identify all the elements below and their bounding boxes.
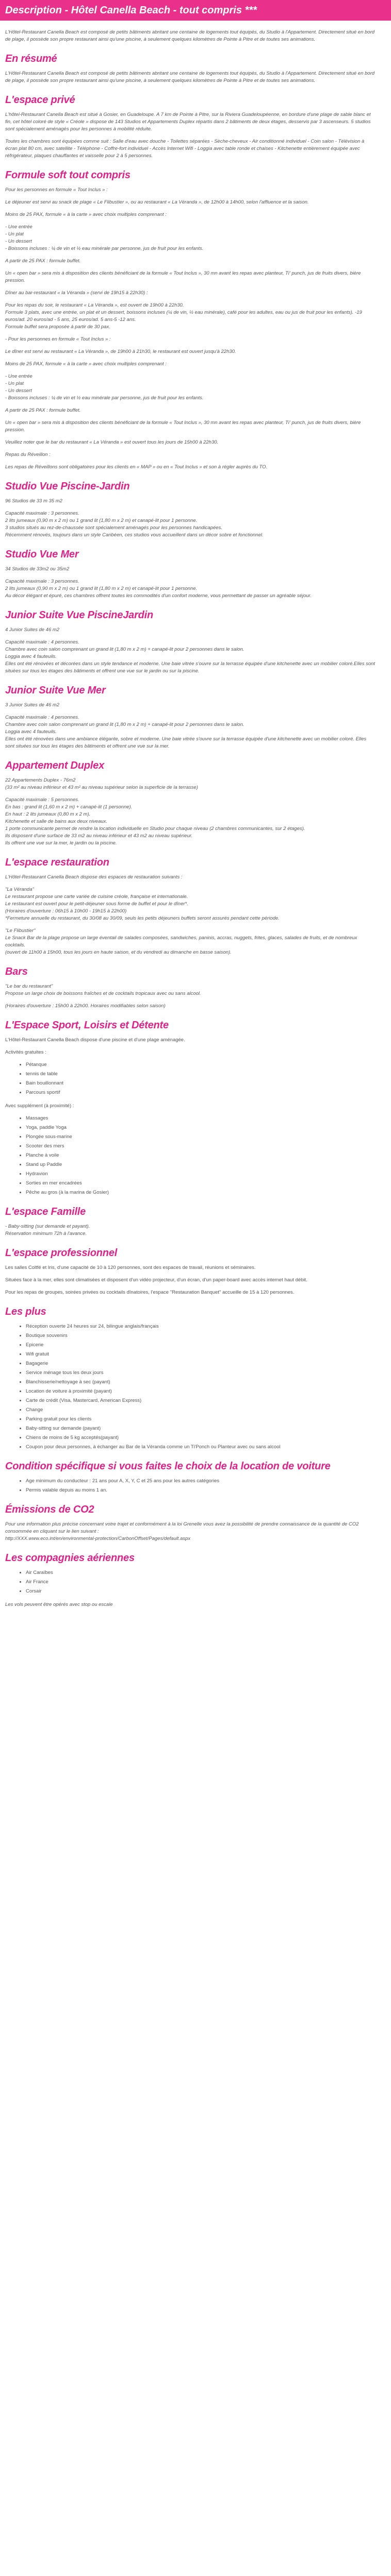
list-item: • Scooter des mers — [26, 1143, 376, 1150]
menu-item: - Un dessert — [5, 239, 32, 244]
room-line: 96 Studios de 33 m 35 m2 — [5, 498, 62, 504]
room-line: 2 lits jumeaux (0,90 m x 2 m) ou 1 grand lit (1,80 m x 2 m) et canapé-lit pour 1 personne. — [5, 586, 198, 591]
menu-item: - Boissons incluses : ¼ de vin et ½ eau minérale par personne, jus de fruit pour les enfants. — [5, 395, 204, 401]
compagnies-list — [5, 1569, 376, 1595]
pro-line: Situées face à la mer, elles sont climatisées et disposent d'un vidéo projecteur, d'un écran, d'un paper-board avec accès internet haut débit. — [5, 1277, 307, 1283]
room-line: 1 porte communicante permet de rendre la location individuelle en Studio pour chaque niveau (2 chambres communicantes, sur 2 étages). — [5, 826, 305, 832]
list-item: • Epicerie — [26, 1342, 376, 1349]
list-item: • Parking gratuit pour les clients — [26, 1416, 376, 1423]
room-line: Elles ont été rénovées dans une ambiance élégante, sobre et moderne. Une baie vitrée s'ouvre sur la terrasse équipée d'une kitchenette avec un mobilier coloré. Elles sont situées sur tous les étages des bâtiments et offrent une vue sur la mer. — [5, 736, 367, 749]
formule-line: A partir de 25 PAX : formule buffet. — [5, 258, 81, 264]
resume-text: L'Hôtel-Restaurant Canella Beach est composé de petits bâtiments abritant une centaine de logements tout équipés, du Studio à l'Appartement. Directement situé en bord de plage, il possède son propre restaurant ainsi qu'une piscine, à seulement quelques kilomètres de Pointe à Pitre et de toutes ses animations. — [5, 71, 375, 83]
room-line: Capacité maximale : 5 personnes. — [5, 797, 79, 803]
room-line: Loggia avec 4 fauteuils. — [5, 654, 57, 659]
formule-line: - Pour les personnes en formule « Tout Inclus » : — [5, 336, 111, 342]
section-heading-plus: Les plus — [5, 1306, 46, 1317]
list-item: • Service ménage tous les deux jours — [26, 1369, 376, 1377]
menu-item: - Boissons incluses : ¼ de vin et ½ eau minérale par personne, jus de fruit pour les enfants. — [5, 246, 204, 251]
plus-list — [5, 1323, 376, 1451]
section-heading-studio-mer: Studio Vue Mer — [5, 549, 79, 560]
formule-line: A partir de 25 PAX : formule buffet. — [5, 408, 81, 413]
restauration-line: Le Snack Bar de la plage propose un large éventail de salades composées, sandwiches, paninis, accras, nuggets, frites, glaces, salades de fruits, et de nombreux cocktails. — [5, 935, 357, 948]
list-item: • Location de voiture à proximité (payant) — [26, 1388, 376, 1395]
list-item: • Permis valable depuis au moins 1 an. — [26, 1487, 376, 1494]
formule-line: Un « open bar » sera mis à disposition des clients bénéficiant de la formule « Tout Inclus », 30 mn avant les repas avec planteur, Ti' punch, jus de fruits divers, bière pression. — [5, 420, 361, 433]
description-content — [0, 29, 381, 1608]
room-line: Capacité maximale : 4 personnes. — [5, 639, 79, 645]
section-heading-bars: Bars — [5, 966, 28, 977]
room-line: Kitchenette et salle de bains aux deux niveaux. — [5, 819, 108, 824]
room-line: Chambre avec coin salon comprenant un grand lit (1,80 m x 2 m) + canapé-lit pour 2 personnes dans le salon. — [5, 647, 245, 652]
list-item: • Bain bouillonnant — [26, 1080, 376, 1087]
list-item: • Pétanque — [26, 1061, 376, 1069]
room-line: 3 studios situés au rez-de-chaussée sont spécialement aménagés pour les personnes handicapées. — [5, 525, 222, 531]
list-item: • Coupon pour deux personnes, à échanger au Bar de la Véranda comme un Ti'Ponch ou Planteur avec ou sans alcool — [26, 1444, 376, 1451]
formule-line: Le déjeuner est servi au snack de plage « Le Flibustier », ou au restaurant « La Véranda », de 12h00 à 14h00, selon l'affluence et la saison. — [5, 199, 309, 205]
formule-line: Formule buffet sera proposée à partir de 30 pax. — [5, 324, 110, 330]
menu-item: - Un plat — [5, 381, 24, 386]
restauration-line: (ouvert de 11h00 à 15h00, tous les jours en haute saison, et du vendredi au dimanche en basse saison). — [5, 950, 232, 955]
formule-line: Les repas de Réveillons sont obligatoires pour les clients en « MAP » ou en « Tout Inclus » et son à régler auprès du TO. — [5, 464, 268, 470]
room-line: Au décor élégant et épuré, ces chambres offrent toutes les commodités d'un confort moderne, vous permettant de passer un agréable séjour. — [5, 593, 312, 599]
list-item: • Plongée sous-marine — [26, 1133, 376, 1141]
list-item: • Baby-sitting sur demande (payant) — [26, 1425, 376, 1432]
section-heading-prive: L'espace privé — [5, 94, 75, 106]
formule-line: Pour les repas du soir, le restaurant « La Véranda », est ouvert de 19h00 à 22h30. — [5, 302, 184, 308]
formule-line: Repas du Réveillon : — [5, 452, 51, 457]
prive-text-2: Toutes les chambres sont équipées comme suit : Salle d'eau avec douche - Toilettes séparées - Sèche-cheveux - Air conditionné individuel - Coin salon - Télévision à écran plat 80 cm, avec satellite - Téléphone - Coffre-fort individuel - Accès Internet Wifi - Loggia avec table ronde et chaises - Kitchenette entièrement équipée avec réfrigérateur, plaques chauffantes et vaisselle pour 2 à 5 personnes. — [5, 139, 365, 159]
section-heading-pro: L'espace professionnel — [5, 1247, 118, 1259]
menu-item: - Une entrée — [5, 374, 32, 379]
restauration-line: Le restaurant propose une carte variée de cuisine créole, française et internationale. — [5, 894, 188, 900]
famille-line: - Baby-sitting (sur demande et payant). — [5, 1224, 90, 1229]
list-item: • Stand up Paddle — [26, 1161, 376, 1168]
list-item: • Air Caraïbes — [26, 1569, 376, 1577]
list-item: • Hydravion — [26, 1171, 376, 1178]
room-line: En haut : 2 lits jumeaux (0,80 m x 2 m). — [5, 811, 91, 817]
co2-link[interactable]: http://XXX.www.eco.int/en/environmental-protection/CarbonOffset/Pages/default.aspx — [5, 1536, 191, 1541]
list-item: • tennis de table — [26, 1071, 376, 1078]
menu-item: - Une entrée — [5, 224, 32, 230]
prive-text-1: L'hôtel-Restaurant Canella Beach est situé à Gosier, en Guadeloupe. A 7 km de Pointe à Pitre, sur la Riviera Guadeloupéenne, en bordure d'une plage de sable blanc et fin, cet hôtel coloré de style « Créole » dispose de 143 Studios et Appartements Duplex répartis dans 2 bâtiments de deux étages, desservis par 3 ascenseurs. 5 studios sont spécialement aménagés pour les personnes à mobilité réduite. — [5, 112, 371, 132]
paid-activities-list — [5, 1115, 376, 1196]
page-title: Description - Hôtel Canella Beach - tout compris *** — [0, 0, 391, 21]
formule-line: Formule 3 plats, avec une entrée, un plat et un dessert, boissons incluses (¼ de vin, ½ eau minérale), café pour les adultes, eau ou jus de fruit pour les enfants). -19 euros/ad. 20 euros/ad - 5 ans, 25 euros/ad. 5 ans-5 -12 ans. — [5, 310, 362, 323]
formule-line: Le dîner est servi au restaurant « La Véranda », de 19h00 à 21h30, le restaurant est ouvert jusqu'à 22h30. — [5, 349, 236, 354]
room-line: Elles ont été rénovées et décorées dans un style tendance et moderne. Une baie vitrée s'ouvre sur la terrasse équipée d'une kitchenette avec un mobilier coloré.Elles sont situées sur tous les étages des bâtiments et offrent une vue sur le jardin ou sur la piscine. — [5, 661, 376, 674]
section-heading-studio-piscine: Studio Vue Piscine-Jardin — [5, 481, 130, 492]
pro-line: Pour les repas de groupes, soirées privées ou cocktails dînatoires, l'espace "Restauration Banquet" accueille de 15 à 120 personnes. — [5, 1290, 295, 1295]
room-line: 22 Appartements Duplex - 76m2 — [5, 777, 76, 783]
formule-line: Pour les personnes en formule « Tout Inclus » : — [5, 187, 108, 193]
list-item: • Bagagerie — [26, 1360, 376, 1367]
list-item: • Yoga, paddle Yoga — [26, 1124, 376, 1131]
famille-line: Réservation minimum 72h à l'avance. — [5, 1231, 87, 1236]
pro-line: Les salles Coltfé et Iris, d'une capacité de 10 à 120 personnes, sont des espaces de travail, réunions et séminaires. — [5, 1265, 256, 1270]
room-line: 4 Junior Suites de 46 m2 — [5, 627, 60, 633]
section-heading-resume: En résumé — [5, 53, 57, 64]
list-item: • Planche à voile — [26, 1152, 376, 1159]
bars-line: "Le bar du restaurant" — [5, 984, 53, 989]
intro-text: L'Hôtel-Restaurant Canella Beach est composé de petits bâtiments abritant une centaine de logements tout équipés, du Studio à l'Appartement. Directement situé en bord de plage, il possède son propre restaurant ainsi qu'une piscine, à seulement quelques kilomètres de Pointe à Pitre et de toutes ses animations. — [5, 29, 375, 42]
list-item: • Pêche au gros (à la marina de Gosier) — [26, 1189, 376, 1196]
formule-line: Moins de 25 PAX, formule « à la carte » avec choix multiples comprenant : — [5, 212, 167, 217]
room-line: 3 Junior Suites de 46 m2 — [5, 702, 60, 708]
room-line: Loggia avec 4 fauteuils. — [5, 729, 57, 735]
room-line: 2 lits jumeaux (0,90 m x 2 m) ou 1 grand lit (1,80 m x 2 m) et canapé-lit pour 1 personne. — [5, 518, 198, 523]
menu-item: - Un plat — [5, 231, 24, 237]
co2-line: Pour une information plus précise concernant votre trajet et conformément à la loi Grenelle vous avez la possibilité de prendre connaissance de la quantité de CO2 consommée en cliquant sur le lien suivant : — [5, 1521, 359, 1534]
list-item: • Parcours sportif — [26, 1089, 376, 1096]
list-item: • Air France — [26, 1579, 376, 1586]
room-line: (33 m² au niveau inférieur et 43 m² au niveau supérieur selon la superficie de la terrasse) — [5, 785, 198, 790]
sport-line: L'Hôtel-Restaurant Canella Beach dispose d'une piscine et d'une plage aménagée. — [5, 1037, 185, 1043]
voiture-list — [5, 1478, 376, 1494]
room-line: En bas : grand lit (1,60 m x 2 m) + canapé-lit (1 personne). — [5, 804, 133, 810]
list-item: • Carte de crédit (Visa, Mastercard, American Express) — [26, 1397, 376, 1404]
formule-line: Veuillez noter que le bar du restaurant « La Véranda » est ouvert tous les jours de 15h00 à 22h30. — [5, 439, 219, 445]
free-activities-list — [5, 1061, 376, 1096]
room-line: Capacité maximale : 3 personnes. — [5, 511, 79, 516]
restauration-line: *Fermeture annuelle du restaurant, du 30/08 au 30/09, seuls les petits déjeuners buffets seront assurés pendant cette période. — [5, 916, 280, 921]
list-item: • Corsair — [26, 1588, 376, 1595]
sport-line: Avec supplément (à proximité) : — [5, 1103, 74, 1109]
formule-line: Dîner au bar-restaurant « la Véranda » (servi de 19h15 à 22h30) : — [5, 290, 148, 296]
section-heading-sport: L'Espace Sport, Loisirs et Détente — [5, 1020, 169, 1031]
list-item: • Sorties en mer encadrées — [26, 1180, 376, 1187]
section-heading-duplex: Appartement Duplex — [5, 760, 104, 771]
restauration-line: "La Véranda" — [5, 887, 34, 892]
formule-line: Moins de 25 PAX, formule « à la carte » avec choix multiples comprenant : — [5, 361, 167, 367]
list-item: • Réception ouverte 24 heures sur 24, bilingue anglais/français — [26, 1323, 376, 1330]
menu-item: - Un dessert — [5, 388, 32, 394]
restauration-line: L'Hôtel-Restaurant Canella Beach dispose des espaces de restauration suivants : — [5, 874, 183, 880]
bars-line: Propose un large choix de boissons fraîches et de cocktails tropicaux avec ou sans alcool. — [5, 991, 201, 996]
section-heading-famille: L'espace Famille — [5, 1206, 86, 1217]
bars-line: (Horaires d'ouverture : 15h00 à 22h00. Horaires modifiables selon saison) — [5, 1003, 166, 1009]
room-line: Ils offrent une vue sur la mer, le jardin ou la piscine. — [5, 840, 117, 846]
list-item: • Massages — [26, 1115, 376, 1122]
restauration-line: Le restaurant est ouvert pour le petit-déjeuner sous forme de buffet et pour le dîner*. — [5, 901, 188, 907]
restauration-line: "Le Flibustier" — [5, 928, 36, 934]
formule-line: Un « open bar » sera mis à disposition des clients bénéficiant de la formule « Tout Inclus », 30 mn avant les repas avec planteur, Ti' punch, jus de fruits divers, bière pression. — [5, 270, 361, 283]
room-line: Chambre avec coin salon comprenant un grand lit (1,80 m x 2 m) + canapé-lit pour 2 personnes dans le salon. — [5, 722, 245, 727]
section-heading-formule: Formule soft tout compris — [5, 170, 131, 181]
section-heading-junior-piscine: Junior Suite Vue PiscineJardin — [5, 609, 154, 621]
list-item: • Change — [26, 1406, 376, 1414]
list-item: • Wifi gratuit — [26, 1351, 376, 1358]
section-heading-restauration: L'espace restauration — [5, 857, 109, 868]
sport-line: Activités gratuites : — [5, 1049, 46, 1055]
section-heading-voiture: Condition spécifique si vous faites le choix de la location de voiture — [5, 1461, 331, 1472]
room-line: 34 Studios de 33m2 ou 35m2 — [5, 566, 70, 572]
list-item: • Chiens de moins de 5 kg acceptés(payant) — [26, 1434, 376, 1442]
restauration-line: (Horaires d'ouverture : 06h15 à 10h00 - 19h15 à 22h00) — [5, 908, 127, 914]
list-item: • Boutique souvenirs — [26, 1332, 376, 1340]
room-line: Capacité maximale : 3 personnes. — [5, 579, 79, 584]
section-heading-co2: Émissions de CO2 — [5, 1504, 94, 1515]
compagnies-note: Les vols peuvent être opérés avec stop ou escale — [5, 1602, 113, 1607]
section-heading-compagnies: Les compagnies aériennes — [5, 1552, 135, 1564]
room-line: Capacité maximale : 4 personnes. — [5, 715, 79, 720]
section-heading-junior-mer: Junior Suite Vue Mer — [5, 685, 106, 696]
room-line: Récemment rénovés, toujours dans un style Caribéen, ces studios vous accueillent dans un décor sobre et fonctionnel. — [5, 532, 264, 538]
list-item: • Age minimum du conducteur : 21 ans pour A, X, Y, C et 25 ans pour les autres catégories — [26, 1478, 376, 1485]
list-item: • Blanchisserie/nettoyage à sec (payant) — [26, 1379, 376, 1386]
room-line: Ils disposent d'une surface de 33 m2 au niveau inférieur et 43 m2 au niveau supérieur. — [5, 833, 193, 839]
